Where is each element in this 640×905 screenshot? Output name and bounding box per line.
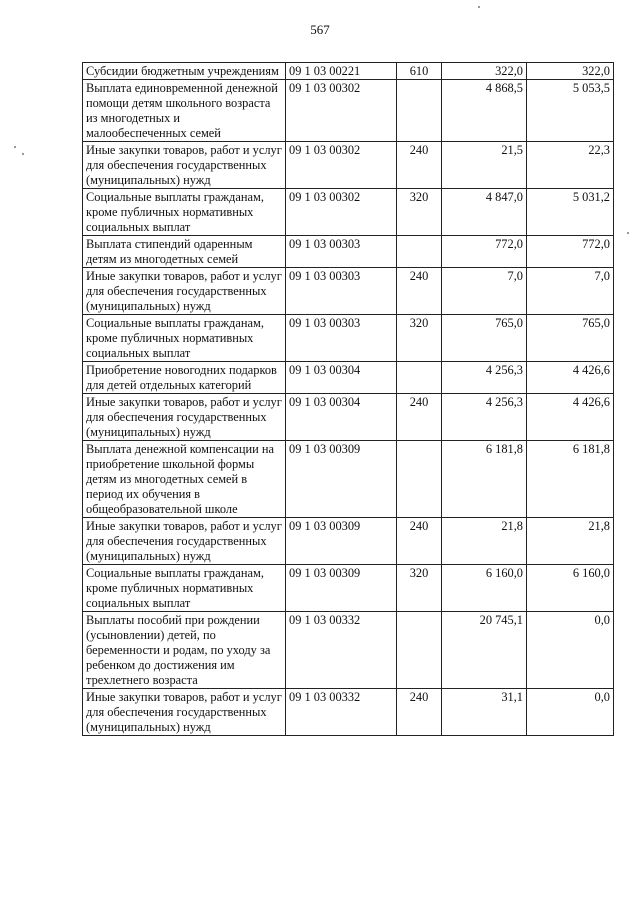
row-amount-1-cell: 4 256,3	[442, 362, 527, 394]
row-amount-2-cell: 4 426,6	[527, 362, 614, 394]
table-row	[83, 565, 614, 612]
row-amount-2-cell: 0,0	[527, 612, 614, 689]
row-amount-2-cell: 5 031,2	[527, 189, 614, 236]
page-number: 567	[310, 22, 330, 37]
row-expense-type-cell: 320	[397, 189, 442, 236]
row-name-cell: Субсидии бюджетным учреждениям	[83, 63, 286, 80]
row-name-cell: Выплата стипендий одаренным детям из многодетных семей	[83, 236, 286, 268]
row-amount-2-cell: 6 160,0	[527, 565, 614, 612]
row-amount-1-cell: 7,0	[442, 268, 527, 315]
table-row	[83, 236, 614, 268]
row-expense-type-cell: 240	[397, 518, 442, 565]
row-expense-type-cell: 610	[397, 63, 442, 80]
row-amount-2-cell: 6 181,8	[527, 441, 614, 518]
table-row	[83, 689, 614, 736]
row-name-cell: Иные закупки товаров, работ и услуг для обеспечения государственных (муниципальных) нужд	[83, 518, 286, 565]
row-code-cell: 09 1 03 00303	[286, 236, 397, 268]
scan-speck	[22, 153, 24, 155]
table-body	[83, 63, 614, 736]
row-name-cell: Выплата денежной компенсации на приобретение школьной формы детям из многодетных семей в период их обучения в общеобразовательной школе	[83, 441, 286, 518]
row-name-cell: Иные закупки товаров, работ и услуг для обеспечения государственных (муниципальных) нужд	[83, 689, 286, 736]
row-expense-type-cell: 240	[397, 394, 442, 441]
row-amount-1-cell: 4 256,3	[442, 394, 527, 441]
row-amount-2-cell: 22,3	[527, 142, 614, 189]
table-row	[83, 441, 614, 518]
row-amount-1-cell: 4 868,5	[442, 80, 527, 142]
table-row	[83, 142, 614, 189]
row-expense-type-cell	[397, 236, 442, 268]
table-row	[83, 268, 614, 315]
row-code-cell: 09 1 03 00303	[286, 268, 397, 315]
row-expense-type-cell: 240	[397, 142, 442, 189]
row-amount-1-cell: 20 745,1	[442, 612, 527, 689]
row-amount-1-cell: 21,5	[442, 142, 527, 189]
row-amount-1-cell: 31,1	[442, 689, 527, 736]
row-code-cell: 09 1 03 00309	[286, 518, 397, 565]
row-amount-2-cell: 772,0	[527, 236, 614, 268]
row-code-cell: 09 1 03 00304	[286, 362, 397, 394]
row-code-cell: 09 1 03 00302	[286, 142, 397, 189]
row-name-cell: Иные закупки товаров, работ и услуг для обеспечения государственных (муниципальных) нужд	[83, 268, 286, 315]
row-amount-2-cell: 765,0	[527, 315, 614, 362]
row-amount-2-cell: 7,0	[527, 268, 614, 315]
row-expense-type-cell: 320	[397, 565, 442, 612]
row-amount-2-cell: 21,8	[527, 518, 614, 565]
row-name-cell: Социальные выплаты гражданам, кроме публичных нормативных социальных выплат	[83, 315, 286, 362]
table-row	[83, 394, 614, 441]
table-row	[83, 315, 614, 362]
row-expense-type-cell: 240	[397, 689, 442, 736]
table-row	[83, 63, 614, 80]
row-code-cell: 09 1 03 00302	[286, 80, 397, 142]
row-code-cell: 09 1 03 00332	[286, 612, 397, 689]
row-code-cell: 09 1 03 00304	[286, 394, 397, 441]
row-code-cell: 09 1 03 00221	[286, 63, 397, 80]
row-name-cell: Социальные выплаты гражданам, кроме публичных нормативных социальных выплат	[83, 565, 286, 612]
table-row	[83, 612, 614, 689]
row-amount-1-cell: 21,8	[442, 518, 527, 565]
row-amount-2-cell: 0,0	[527, 689, 614, 736]
scan-speck	[478, 6, 480, 8]
row-amount-1-cell: 322,0	[442, 63, 527, 80]
row-expense-type-cell: 240	[397, 268, 442, 315]
table-row	[83, 362, 614, 394]
scan-speck	[14, 146, 16, 148]
row-name-cell: Выплата единовременной денежной помощи детям школьного возраста из многодетных и малообеспеченных семей	[83, 80, 286, 142]
row-name-cell: Приобретение новогодних подарков для детей отдельных категорий	[83, 362, 286, 394]
row-name-cell: Выплаты пособий при рождении (усыновлении) детей, по беременности и родам, по уходу за ребенком до достижения им трехлетнего возраста	[83, 612, 286, 689]
row-expense-type-cell	[397, 612, 442, 689]
row-code-cell: 09 1 03 00309	[286, 565, 397, 612]
row-expense-type-cell	[397, 80, 442, 142]
row-code-cell: 09 1 03 00309	[286, 441, 397, 518]
table-row	[83, 518, 614, 565]
row-amount-1-cell: 772,0	[442, 236, 527, 268]
table-row	[83, 189, 614, 236]
row-expense-type-cell	[397, 441, 442, 518]
row-amount-2-cell: 4 426,6	[527, 394, 614, 441]
row-amount-1-cell: 6 181,8	[442, 441, 527, 518]
row-name-cell: Иные закупки товаров, работ и услуг для обеспечения государственных (муниципальных) нужд	[83, 142, 286, 189]
row-code-cell: 09 1 03 00303	[286, 315, 397, 362]
row-amount-1-cell: 4 847,0	[442, 189, 527, 236]
row-expense-type-cell	[397, 362, 442, 394]
row-amount-1-cell: 6 160,0	[442, 565, 527, 612]
row-amount-2-cell: 5 053,5	[527, 80, 614, 142]
table-row	[83, 80, 614, 142]
row-name-cell: Социальные выплаты гражданам, кроме публичных нормативных социальных выплат	[83, 189, 286, 236]
row-amount-1-cell: 765,0	[442, 315, 527, 362]
budget-table	[82, 62, 614, 736]
row-name-cell: Иные закупки товаров, работ и услуг для обеспечения государственных (муниципальных) нужд	[83, 394, 286, 441]
row-code-cell: 09 1 03 00332	[286, 689, 397, 736]
row-expense-type-cell: 320	[397, 315, 442, 362]
scan-speck	[627, 232, 629, 234]
row-amount-2-cell: 322,0	[527, 63, 614, 80]
row-code-cell: 09 1 03 00302	[286, 189, 397, 236]
